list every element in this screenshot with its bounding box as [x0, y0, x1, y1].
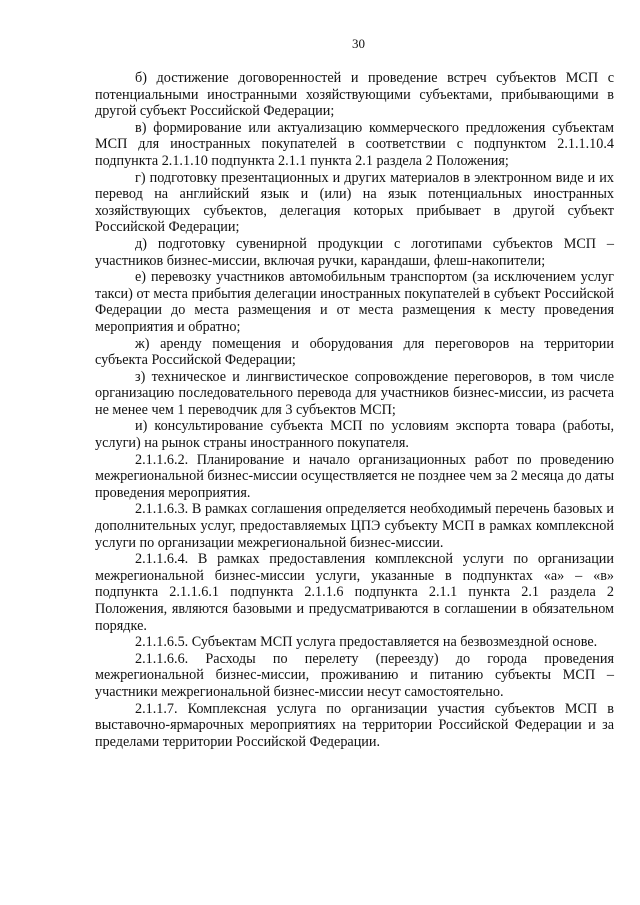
paragraph-e: е) перевозку участников автомобильным транспортом (за исключением услуг такси) от места прибытия делегации иностранных покупателей в субъект Российской Федерации до места размещения и от места размещения к месту проведения мероприятия и обратно;	[95, 269, 614, 335]
clause-2-1-1-6-6: 2.1.1.6.6. Расходы по перелету (переезду) до города проведения межрегиональной бизнес-миссии, проживанию и питанию субъекты МСП – участники межрегиональной бизнес-миссии несут самостоятельно.	[95, 650, 614, 700]
clause-2-1-1-6-3: 2.1.1.6.3. В рамках соглашения определяется необходимый перечень базовых и дополнительных услуг, предоставляемых ЦПЭ субъекту МСП в рамках комплексной услуги по организации межрегиональной бизнес-миссии.	[95, 501, 614, 551]
paragraph-d: д) подготовку сувенирной продукции с логотипами субъектов МСП – участников бизнес-миссии, включая ручки, карандаши, флеш-накопители;	[95, 235, 614, 269]
clause-2-1-1-6-4: 2.1.1.6.4. В рамках предоставления комплексной услуги по организации межрегиональной бизнес-миссии услуги, указанные в подпунктах «а» – «в» подпункта 2.1.1.6.1 подпункта 2.1.1.6 подпункта 2.1.1 пункта 2.1 раздела 2 Положения, являются базовыми и предусматриваются в соглашении в обязательном порядке.	[95, 551, 614, 634]
paragraph-z: з) техническое и лингвистическое сопровождение переговоров, в том числе организацию последовательного перевода для участников бизнес-миссии, из расчета не менее чем 1 переводчик для 3 субъектов МСП;	[95, 368, 614, 418]
page-number: 30	[352, 36, 365, 51]
paragraph-b: б) достижение договоренностей и проведение встреч субъектов МСП с потенциальными иностранными хозяйствующими субъектами, прибывающими в другой субъект Российской Федерации;	[95, 70, 614, 120]
clause-2-1-1-6-2: 2.1.1.6.2. Планирование и начало организационных работ по проведению межрегиональной бизнес-миссии осуществляется не позднее чем за 2 месяца до даты проведения мероприятия.	[95, 451, 614, 501]
document-body	[95, 70, 614, 750]
paragraph-zh: ж) аренду помещения и оборудования для переговоров на территории субъекта Российской Федерации;	[95, 335, 614, 369]
paragraph-v: в) формирование или актуализацию коммерческого предложения субъектам МСП для иностранных покупателей в соответствии с подпунктом 2.1.1.10.4 подпункта 2.1.1.10 подпункта 2.1.1 пункта 2.1 раздела 2 Положения;	[95, 119, 614, 169]
clause-2-1-1-6-5: 2.1.1.6.5. Субъектам МСП услуга предоставляется на безвозмездной основе.	[135, 634, 598, 651]
paragraph-g: г) подготовку презентационных и других материалов в электронном виде и их перевод на английский язык и (или) на язык потенциальных иностранных хозяйствующих субъектов, делегация которых прибывает в другой субъект Российской Федерации;	[95, 169, 614, 236]
clause-2-1-1-7: 2.1.1.7. Комплексная услуга по организации участия субъектов МСП в выставочно-ярмарочных мероприятиях на территории Российской Федерации и за пределами территории Российской Федерации.	[95, 700, 614, 750]
paragraph-i: и) консультирование субъекта МСП по условиям экспорта товара (работы, услуги) на рынок страны иностранного покупателя.	[95, 418, 614, 452]
